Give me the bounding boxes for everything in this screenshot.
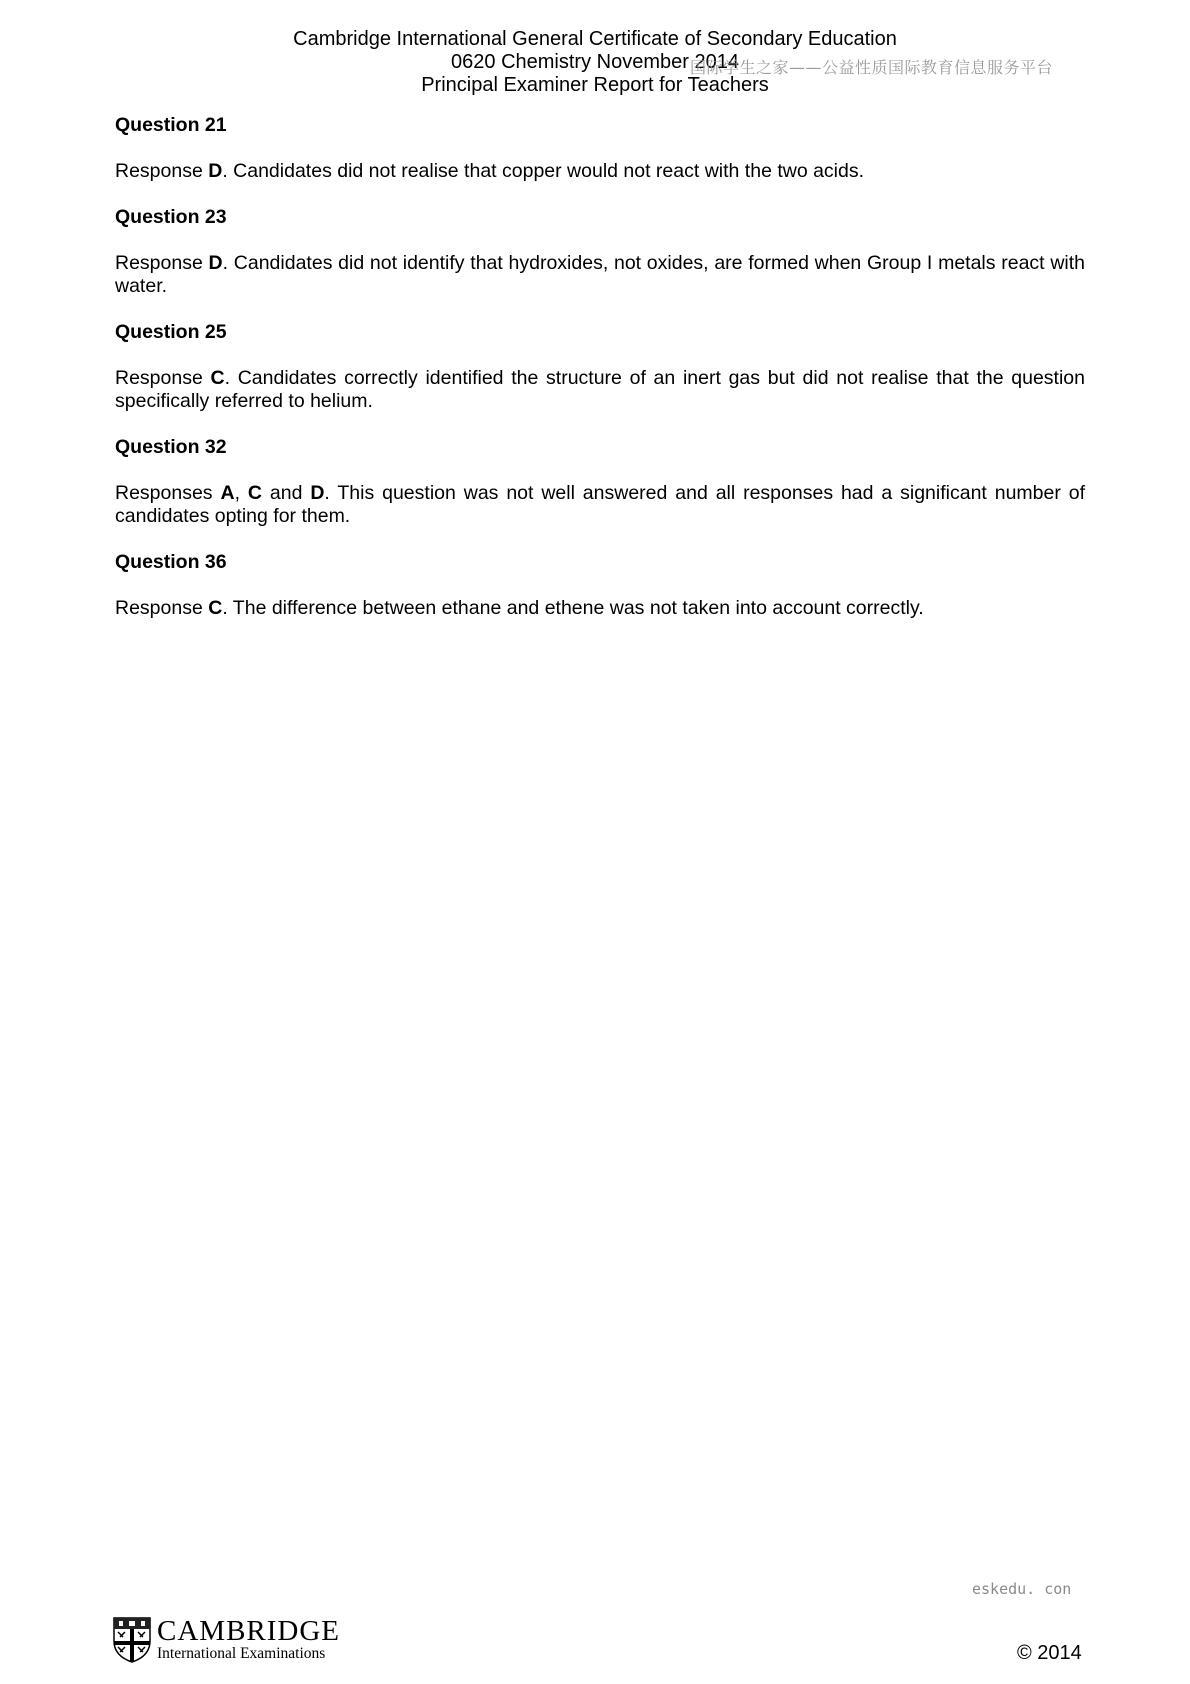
response-separator: , (234, 482, 248, 504)
copyright: © 2014 (1017, 1642, 1082, 1664)
logo-name: CAMBRIDGE (157, 1615, 341, 1647)
response-comment: . Candidates did not identify that hydroxides, not oxides, are formed when Group I metals react with water. (115, 252, 1085, 297)
response-key: D (208, 252, 223, 274)
response-separator: and (261, 482, 311, 504)
response-key: A (220, 482, 235, 504)
question-response (115, 367, 1085, 413)
question-heading: Question 36 (115, 551, 227, 573)
question-response (115, 160, 1085, 183)
response-comment: . Candidates did not realise that copper would not react with the two acids. (222, 160, 865, 182)
question-section (115, 551, 1085, 620)
question-section (115, 206, 1085, 298)
question-heading: Question 25 (115, 321, 227, 343)
response-key: C (208, 597, 223, 619)
response-prefix: Response (115, 367, 211, 389)
watermark-text: 国际学生之家——公益性质国际教育信息服务平台 (690, 58, 1054, 77)
report-content (115, 114, 1085, 643)
logo-subtitle: International Examinations (157, 1645, 326, 1662)
site-watermark: eskedu. con (972, 1580, 1072, 1598)
question-response (115, 252, 1085, 298)
response-prefix: Response (115, 252, 209, 274)
response-key: D (208, 160, 223, 182)
question-heading: Question 32 (115, 436, 227, 458)
response-key: C (247, 482, 262, 504)
question-response (115, 597, 1085, 620)
response-prefix: Response (115, 160, 209, 182)
response-key: C (210, 367, 225, 389)
header-subject: 0620 Chemistry November 2014 (451, 51, 739, 73)
response-comment: . This question was not well answered and all responses had a significant number of candidates opting for them. (115, 482, 1086, 527)
header-report-type: Principal Examiner Report for Teachers (421, 74, 769, 96)
header-title: Cambridge International General Certificate of Secondary Education (293, 28, 897, 50)
question-heading: Question 21 (115, 114, 227, 136)
response-prefix: Response (115, 597, 209, 619)
response-comment: . Candidates correctly identified the structure of an inert gas but did not realise that the question specifically referred to helium. (115, 367, 1085, 412)
question-response (115, 482, 1085, 528)
response-comment: . The difference between ethane and ethene was not taken into account correctly. (222, 597, 924, 619)
question-heading: Question 23 (115, 206, 227, 228)
response-prefix: Responses (115, 482, 221, 504)
question-section (115, 114, 1085, 183)
question-section (115, 436, 1085, 528)
shield-icon (113, 1617, 151, 1663)
question-section (115, 321, 1085, 413)
response-key: D (310, 482, 325, 504)
cambridge-logo (113, 1617, 340, 1663)
